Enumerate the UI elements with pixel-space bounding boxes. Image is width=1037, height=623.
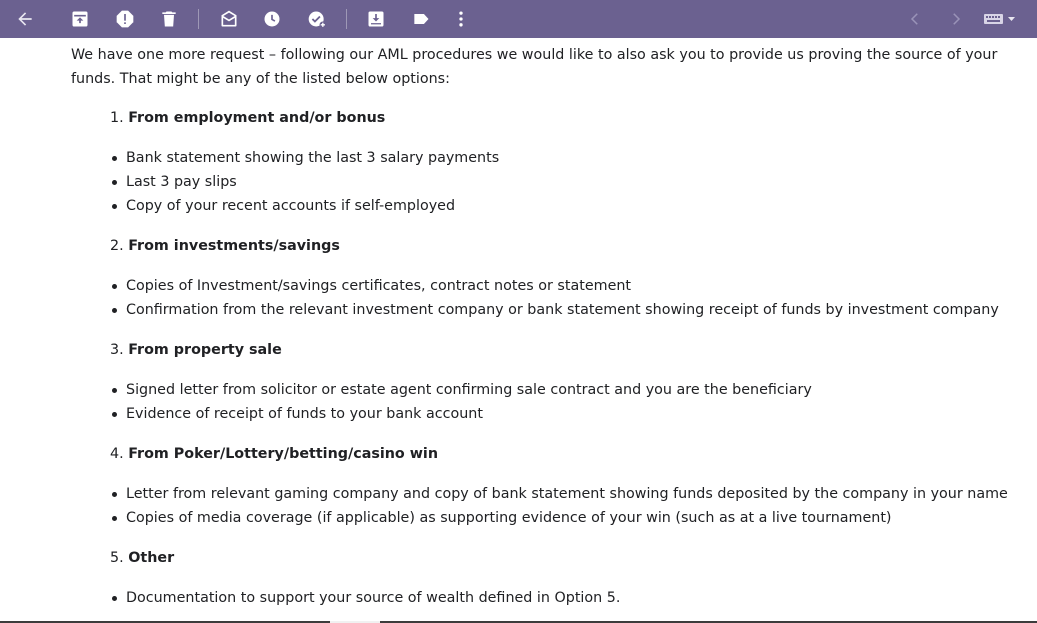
section-title [110,340,282,360]
mark-unread-icon [219,9,239,29]
section-label: From Poker/Lottery/betting/casino win [128,446,439,462]
section-label: From investments/savings [128,238,340,254]
section-number: 4. [110,446,124,462]
delete-button[interactable] [154,4,184,34]
list-item: Copy of your recent accounts if self-employed [108,194,499,218]
list-item: Last 3 pay slips [108,170,499,194]
section-title [110,108,385,128]
move-to-icon [366,9,386,29]
section-title [110,444,438,464]
report-spam-button[interactable] [110,4,140,34]
archive-button[interactable] [65,4,95,34]
label-button[interactable] [406,4,436,34]
more-button[interactable] [446,4,476,34]
bullet-list [108,482,1008,530]
label-icon [411,9,431,29]
bullet-list [108,274,999,322]
more-icon [451,9,471,29]
section-number: 5. [110,550,124,566]
email-body [0,38,1037,621]
move-to-button[interactable] [361,4,391,34]
newer-icon [906,10,924,28]
toolbar-divider [346,9,347,29]
delete-icon [159,9,179,29]
newer-button[interactable] [900,4,930,34]
archive-icon [70,9,90,29]
intro-paragraph: We have one more request – following our AML procedures we would like to also ask you to provide us proving the source of your funds. That might be any of the listed below options: [71,47,998,87]
list-item: Copies of media coverage (if applicable) as supporting evidence of your win (such as at a live tournament) [108,506,1008,530]
list-item: Bank statement showing the last 3 salary payments [108,146,499,170]
back-icon [15,9,35,29]
message-toolbar [0,0,1037,38]
section-number: 3. [110,342,124,358]
section-label: From employment and/or bonus [128,110,386,126]
report-spam-icon [115,9,135,29]
input-tools-icon [983,12,1017,26]
list-item: Letter from relevant gaming company and copy of bank statement showing funds deposited by the company in your name [108,482,1008,506]
bullet-list [108,586,620,610]
snooze-icon [262,9,282,29]
section-number: 2. [110,238,124,254]
list-item: Evidence of receipt of funds to your bank account [108,402,812,426]
list-item: Signed letter from solicitor or estate agent confirming sale contract and you are the beneficiary [108,378,812,402]
list-item: Confirmation from the relevant investment company or bank statement showing receipt of funds by investment company [108,298,999,322]
toolbar-divider [198,9,199,29]
older-button[interactable] [941,4,971,34]
older-icon [947,10,965,28]
section-label: Other [128,550,175,566]
add-task-button[interactable] [302,4,332,34]
section-number: 1. [110,110,124,126]
snooze-button[interactable] [257,4,287,34]
list-item: Copies of Investment/savings certificates, contract notes or statement [108,274,999,298]
add-task-icon [307,9,327,29]
input-tools-button[interactable] [980,4,1020,34]
bullet-list [108,146,499,218]
back-button[interactable] [10,4,40,34]
bullet-list [108,378,812,426]
section-label: From property sale [128,342,282,358]
section-title [110,548,174,568]
list-item: Documentation to support your source of wealth defined in Option 5. [108,586,620,610]
mark-unread-button[interactable] [214,4,244,34]
section-title [110,236,340,256]
